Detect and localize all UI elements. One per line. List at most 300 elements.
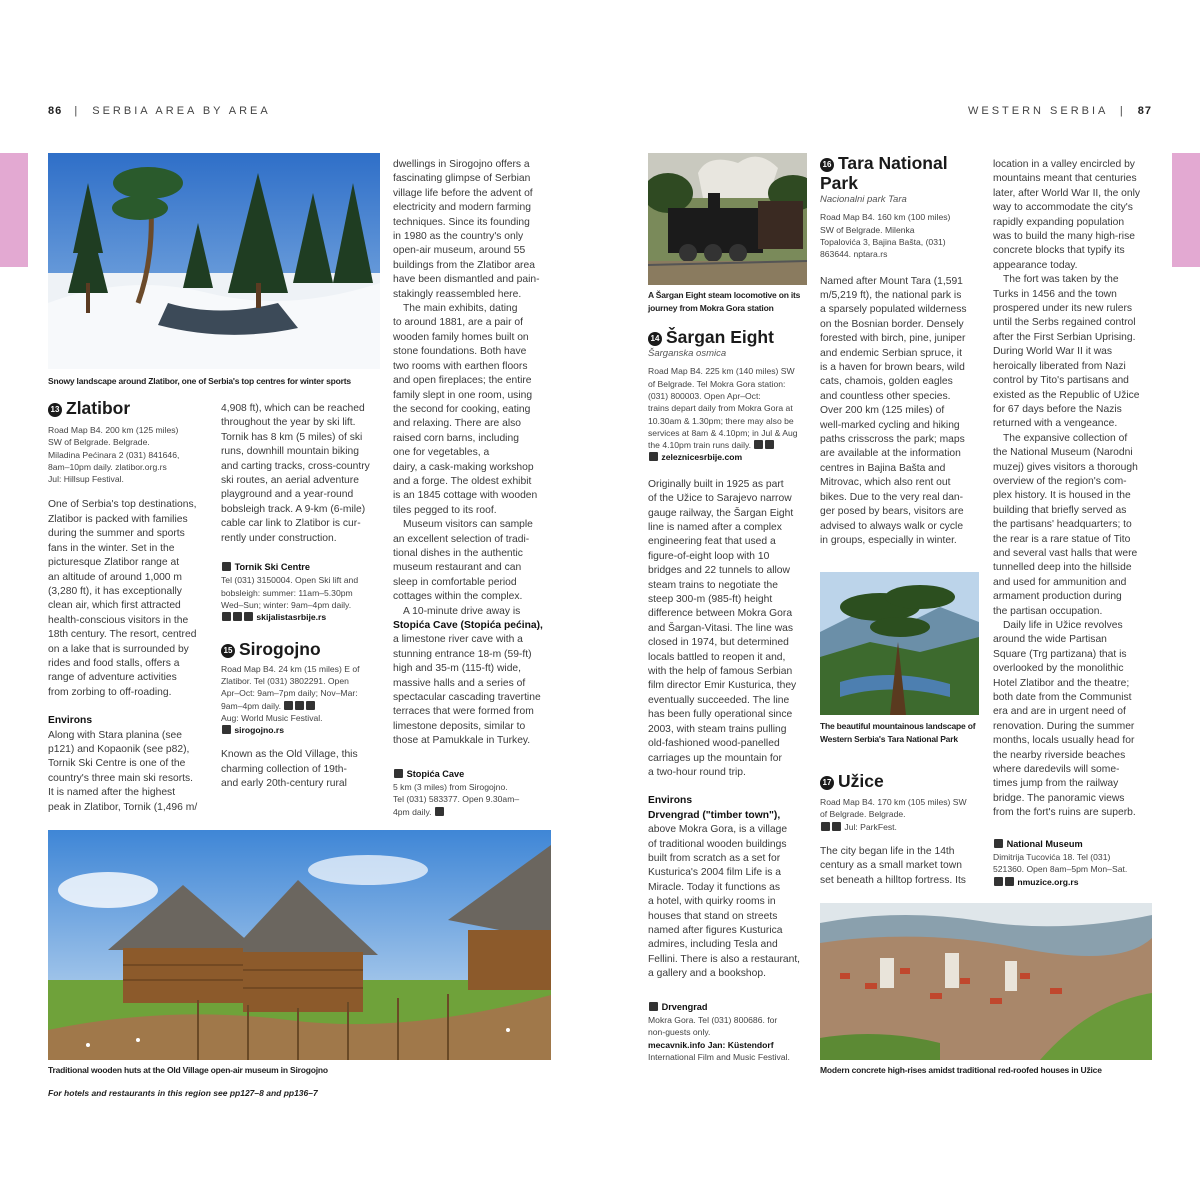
body-line: plex history. It is housed in the	[993, 490, 1131, 502]
national-museum-info	[993, 851, 1155, 888]
body-line: terraces that were formed from	[393, 706, 534, 718]
uzice-body-text	[993, 158, 1155, 821]
body-line: paths crisscross the park; maps	[820, 434, 965, 446]
body-line: figure-of-eight loop with 10	[648, 550, 770, 562]
body-line: to around 1881, are a pair of	[393, 317, 523, 329]
body-line: The fort was taken by the	[1003, 274, 1119, 286]
body-line: village life before the advent of	[393, 187, 533, 199]
info-line: Wed–Sun; winter: 9am–4pm daily.	[221, 600, 352, 611]
info-line	[221, 700, 386, 712]
body-line: During World War II it was	[993, 346, 1113, 358]
info-line: (031) 800003. Open Apr–Oct:	[648, 391, 761, 401]
body-line: was to build the many high-rise	[993, 231, 1135, 243]
entry-number-badge: 14	[648, 332, 662, 346]
body-line: above Mokra Gora, is a village	[648, 824, 788, 836]
uzice-photo-caption: Modern concrete high-rises amidst traditional red-roofed houses in Užice	[820, 1065, 1102, 1075]
body-line: It is named after the highest	[48, 787, 176, 799]
tara-local-name: Nacionalni park Tara	[820, 194, 907, 205]
info-line: 5 km (3 miles) from Sirogojno.	[393, 782, 508, 793]
body-line: 4,908 ft), which can be reached	[221, 403, 365, 414]
body-line: months, locals usually head for	[993, 735, 1135, 747]
body-line: advised to always walk or cycle	[820, 520, 964, 532]
body-line: tional dishes in the authentic	[393, 547, 523, 559]
body-line: range of adventure activities	[48, 672, 177, 684]
body-line: closed in 1974, but determined	[648, 637, 789, 649]
body-line: playground and a year-round	[221, 489, 354, 501]
body-line: sleep in comfortable period	[393, 576, 517, 588]
uzice-column	[820, 771, 985, 888]
body-line: The main exhibits, dating	[403, 303, 518, 315]
zlatibor-title: Zlatibor	[66, 398, 131, 418]
column-four	[993, 158, 1155, 888]
body-line: raised corn barns, including	[393, 432, 519, 444]
body-line: the rear is a rare statue of Tito	[993, 533, 1131, 545]
cave-heading-text: Stopića Cave	[406, 768, 465, 779]
sirogojno-title: Sirogojno	[239, 638, 321, 659]
info-line: Aug: World Music Festival.	[221, 712, 323, 723]
museum-website: nmuzice.org.rs	[1017, 876, 1079, 887]
body-line: old-fashioned wood-panelled	[648, 738, 780, 750]
body-line: Stopića Cave (Stopića pećina),	[393, 620, 543, 631]
body-line: returned with a vengeance.	[993, 418, 1118, 430]
body-line: massive halls and a series of	[393, 677, 526, 689]
body-line: gauge railway, the Šargan Eight	[648, 507, 794, 519]
body-line: stakingly reassembled here.	[393, 288, 522, 300]
body-line: difference between Mokra Gora	[648, 608, 793, 620]
sargan-website: zeleznicesrbije.com	[661, 452, 743, 463]
body-line: and carting tracks, cross-country	[221, 460, 370, 472]
body-line: concrete blocks that typify its	[993, 245, 1125, 257]
web-icon	[222, 725, 231, 734]
body-line: and a forge. The oldest exhibit	[393, 475, 532, 487]
body-line: line is named after a complex	[648, 522, 782, 533]
left-section-tab	[0, 153, 28, 267]
tara-title-line2: Park	[820, 173, 858, 193]
uzice-info-block	[820, 796, 985, 833]
info-line	[221, 724, 386, 736]
body-line: stunning entrance 18-m (59-ft)	[393, 648, 532, 660]
body-line: cats, chamois, golden eagles	[820, 376, 953, 388]
body-line: is a haven for brown bears, wild	[820, 362, 965, 374]
body-line: later, after World War II, the only	[993, 187, 1141, 199]
body-line: family slept in one room, using	[393, 389, 533, 401]
left-page-header: 86 | SERBIA AREA BY AREA	[48, 105, 271, 117]
body-line: rides and food stalls, offers a	[48, 657, 180, 669]
body-line: Museum visitors can sample	[403, 519, 533, 531]
body-line: set beneath a hilltop fortress. Its	[820, 874, 966, 886]
body-line: heroically liberated from Nazi	[993, 360, 1126, 372]
tara-info-block	[820, 211, 985, 260]
body-line: museum restaurant and can	[393, 562, 522, 574]
right-section-tab	[1172, 153, 1200, 267]
body-line: control by Tito's partisans and	[993, 375, 1129, 387]
body-line: spectacular cascading travertine	[393, 692, 541, 704]
tara-title-line1: Tara National	[838, 153, 948, 173]
info-line	[820, 821, 985, 833]
caption-line: The beautiful mountainous landscape of	[820, 721, 976, 731]
body-line: prospered under its new rulers	[993, 303, 1133, 315]
body-line: Known as the Old Village, this	[221, 749, 358, 761]
body-line: ski routes, an aerial adventure	[221, 475, 359, 487]
info-line: SW of Belgrade. Belgrade.	[48, 437, 150, 448]
body-line: and endemic Serbian spruce, it	[820, 347, 962, 359]
body-line: A 10-minute drive away is	[403, 605, 521, 617]
info-line: Apr–Oct: 9am–7pm daily; Nov–Mar:	[221, 688, 358, 699]
body-line: stone foundations. Both have	[393, 346, 527, 358]
zlatibor-photo-caption: Snowy landscape around Zlatibor, one of Serbia's top centres for winter sports	[48, 376, 351, 386]
body-line: picturesque Zlatibor range at	[48, 557, 180, 569]
cafe-icon	[233, 612, 242, 621]
body-line: the nearby riverside beaches	[993, 749, 1126, 761]
body-line: have been dismantled and pain-	[393, 274, 540, 286]
body-line: film director Emir Kusturica, they	[648, 680, 797, 692]
body-line: runs, downhill mountain biking	[221, 446, 359, 458]
body-line: of traditional wooden buildings	[648, 838, 787, 850]
info-line: Tel (031) 3150004. Open Ski lift and	[221, 575, 359, 586]
national-museum-heading	[993, 837, 1155, 851]
body-line: rently under construction.	[221, 532, 337, 544]
body-line: p121) and Kopaonik (see p82),	[48, 743, 190, 755]
body-line: on the Bosnian border. Densely	[820, 318, 964, 330]
info-text: 9am–4pm daily.	[221, 700, 282, 711]
sargan-environs-heading: Environs	[648, 795, 693, 807]
body-line: steam trains to negotiate the	[648, 579, 778, 591]
body-line: techniques. Since its founding	[393, 216, 530, 228]
zlatibor-environs-text	[48, 729, 216, 815]
body-line: two rooms with earthen floors	[393, 360, 528, 372]
body-line: with the help of famous Serbian	[648, 666, 793, 678]
sargan-info-block	[648, 365, 813, 463]
tara-heading	[820, 153, 985, 193]
sirogojno-intro-text	[221, 748, 386, 791]
sargan-body-text	[648, 478, 813, 781]
body-line: century as a small market town	[820, 860, 962, 872]
body-line: one for vegetables, a	[393, 447, 490, 459]
zlatibor-info-block	[48, 424, 216, 485]
sight-icon	[649, 1002, 658, 1011]
sargan-local-name: Šarganska osmica	[648, 348, 727, 359]
body-line: clean air, which first attracted	[48, 600, 181, 612]
body-line: named after figures Kusturica	[648, 924, 783, 936]
body-line: forested with birch, pine, juniper	[820, 333, 966, 345]
tara-photo-caption	[820, 720, 985, 746]
body-line: electricity and modern farming	[393, 202, 531, 214]
body-line: eventually succeeded. The line	[648, 694, 790, 706]
body-line: 2003, with steam trains pulling	[648, 723, 787, 735]
restaurant-icon	[306, 701, 315, 710]
drvengrad-info	[648, 1014, 813, 1063]
info-line: 10.30am & 1.30pm; there may also be	[648, 415, 794, 426]
info-line: Road Map B4. 160 km (100 miles)	[820, 212, 951, 223]
zlatibor-snow-photo	[48, 153, 380, 369]
caption-line: Western Serbia's Tara National Park	[820, 734, 958, 744]
info-line: Dimitrija Tucovića 18. Tel (031)	[993, 852, 1111, 863]
body-line: mountains meant that centuries	[993, 173, 1137, 185]
body-line: and countless other species.	[820, 390, 951, 402]
body-line: Fellini. There is also a restaurant,	[648, 953, 801, 965]
sargan-column	[648, 327, 813, 1063]
body-line: in groups, especially in winter.	[820, 534, 957, 546]
body-line: are available at the information	[820, 448, 961, 460]
wheelchair-icon	[222, 612, 231, 621]
body-line: bridges and 22 tunnels to allow	[648, 565, 790, 577]
info-line: Road Map B4. 24 km (15 miles) E of	[221, 663, 360, 674]
body-line: the National Museum (Narodni	[993, 447, 1133, 459]
entry-number-badge: 13	[48, 403, 62, 417]
body-line: after the First Serbian Uprising.	[993, 331, 1136, 343]
entry-number-badge: 16	[820, 158, 834, 172]
body-line: centres in Bajina Bašta and	[820, 462, 946, 474]
body-line: and Šargan-Vitasi. The line was	[648, 622, 794, 634]
body-line: times jump from the railway	[993, 778, 1119, 790]
zlatibor-column	[48, 398, 216, 815]
body-line: from zorbing to off-roading.	[48, 686, 172, 698]
body-line: overlooked by the monolithic	[993, 663, 1124, 675]
body-line: well-marked cycling and hiking	[820, 419, 960, 431]
body-line: Kusturica's 2004 film Life is a	[648, 867, 782, 879]
sight-icon	[994, 839, 1003, 848]
body-line: where daredevils will some-	[993, 764, 1120, 776]
body-line: way to accommodate the city's	[993, 202, 1133, 214]
body-line: dairy, a cask-making workshop	[393, 461, 534, 473]
tara-body-text	[820, 275, 985, 549]
left-page-section-title: SERBIA AREA BY AREA	[92, 105, 271, 117]
info-text: 4pm daily.	[393, 806, 432, 817]
body-line: both date from the Communist	[993, 692, 1132, 704]
body-line: Named after Mount Tara (1,591	[820, 275, 963, 287]
stopica-cave-heading	[393, 767, 558, 781]
right-page-number: 87	[1137, 105, 1152, 117]
body-line: Zlatibor is packed with families	[48, 513, 188, 525]
train-icon	[832, 822, 841, 831]
entry-number-badge: 17	[820, 776, 834, 790]
body-line: and several vast halls that were	[993, 547, 1138, 559]
right-page-section-title: WESTERN SERBIA	[967, 105, 1108, 117]
sirogojno-huts-photo	[48, 830, 551, 1060]
sargan-heading	[648, 327, 813, 347]
body-line: rapidly expanding population	[993, 216, 1125, 228]
wheelchair-icon	[994, 877, 1003, 886]
body-line: Hotel Zlatibor and the theatre;	[993, 677, 1130, 689]
info-line: Mokra Gora. Tel (031) 800686. for	[648, 1015, 778, 1025]
body-line: open-air museum, around 55	[393, 245, 526, 257]
shop-icon	[295, 701, 304, 710]
body-line: those at Pamukkale in Turkey.	[393, 735, 531, 747]
info-line: non-guests only.	[648, 1027, 711, 1038]
body-line: Square (Trg partizana) that is	[993, 648, 1127, 660]
body-line: and relaxing. There are also	[393, 418, 522, 430]
body-line: tunnelled deep into the hillside	[993, 562, 1132, 574]
info-line: Topalovića 3, Bajina Bašta, (031)	[820, 237, 946, 247]
body-line: charming collection of 19th-	[221, 763, 347, 775]
tornik-heading-text: Tornik Ski Centre	[234, 562, 310, 573]
body-line: and early 20th-century rural	[221, 778, 347, 790]
body-line: health-conscious visitors in the	[48, 614, 189, 626]
info-line	[648, 451, 813, 463]
body-line: is an 1845 cottage with wooden	[393, 490, 538, 502]
body-line: and open fireplaces; the entire	[393, 375, 532, 387]
body-line: wooden family homes built on	[393, 331, 529, 343]
body-line: Originally built in 1925 as part	[648, 478, 784, 490]
body-line: an excellent selection of tradi-	[393, 533, 530, 545]
left-page-number: 86	[48, 105, 63, 117]
body-line: existed as the Republic of Užice	[993, 389, 1140, 401]
body-line: a two-hour round trip.	[648, 766, 746, 778]
body-line: a hotel, with quirky rooms in	[648, 896, 776, 908]
entry-number-badge: 15	[221, 644, 235, 658]
info-line: bobsleigh: summer: 11am–5.30pm	[221, 587, 353, 598]
body-line: Mitrovac, which also rent out	[820, 477, 951, 489]
column-three	[393, 158, 558, 818]
body-line: until the Serbs regained control	[993, 317, 1136, 329]
web-icon	[244, 612, 253, 621]
body-line: the second for cooking, eating	[393, 403, 531, 415]
info-line: Jul: Hillsup Festival.	[48, 474, 124, 485]
info-text: 863644. nptara.rs	[820, 249, 888, 260]
info-line: International Film and Music Festival.	[648, 1051, 790, 1062]
body-line: overview of the region's com-	[993, 475, 1127, 487]
body-line: fascinating glimpse of Serbian	[393, 173, 531, 185]
right-page-header: WESTERN SERBIA | 87	[967, 105, 1152, 117]
body-line: armament production during	[993, 591, 1122, 603]
wheelchair-icon	[284, 701, 293, 710]
body-line: during the summer and sports	[48, 528, 185, 540]
body-line: the partisan occupation.	[993, 605, 1103, 617]
body-line: houses that stand on streets	[648, 910, 778, 922]
info-line: 521360. Open 8am–5pm Mon–Sat.	[993, 864, 1128, 875]
body-line: has been fully operational since	[648, 709, 793, 721]
stopica-cave-info	[393, 781, 558, 818]
sirogojno-photo-caption: Traditional wooden huts at the Old Village open-air museum in Sirogojno	[48, 1065, 328, 1075]
body-line: The expansive collection of	[1003, 432, 1128, 444]
body-line: bridge. The panoramic views	[993, 792, 1125, 804]
web-icon	[1005, 877, 1014, 886]
body-line: tiles pegged to its roof.	[393, 504, 497, 516]
body-line: bikes. Due to the very real dan-	[820, 491, 964, 503]
body-line: m/5,219 ft), the national park is	[820, 290, 962, 301]
drvengrad-heading-text: Drvengrad	[661, 1001, 708, 1012]
cafe-icon	[765, 440, 774, 449]
body-line: Miracle. Today it functions as	[648, 881, 781, 893]
sargan-environs-text	[648, 809, 813, 982]
body-line: Turks in 1456 and the town	[993, 288, 1117, 300]
body-line: era and are in urgent need of	[993, 706, 1126, 718]
tornik-ski-centre-heading	[221, 560, 386, 574]
body-line: of the Užice to Sarajevo narrow	[648, 493, 792, 505]
sight-icon	[222, 562, 231, 571]
sirogojno-heading	[221, 639, 386, 659]
info-line: Tel (031) 583377. Open 9.30am–	[393, 794, 520, 805]
body-line: the partisans' headquarters; to	[993, 519, 1132, 531]
tara-landscape-photo	[820, 572, 979, 715]
info-line	[648, 439, 813, 451]
body-line: an altitude of around 1,000 m	[48, 571, 182, 583]
body-line: and used for ammunition and	[993, 576, 1127, 588]
body-line: engineering feat that used a	[648, 536, 776, 548]
info-line: trains depart daily from Mokra Gora at	[648, 403, 793, 414]
body-line: muzej) gives visitors a thorough	[993, 461, 1138, 473]
info-line: 8am–10pm daily. zlatibor.org.rs	[48, 461, 167, 472]
sirogojno-website: sirogojno.rs	[234, 725, 285, 736]
shop-icon	[754, 440, 763, 449]
zlatibor-heading	[48, 398, 216, 418]
body-line: Tornik Ski Centre is one of the	[48, 758, 186, 770]
body-line: renovation. During the summer	[993, 720, 1135, 732]
body-line: Over 200 km (125 miles) of	[820, 405, 945, 417]
body-line: building that briefly served as	[993, 504, 1127, 516]
body-line: fans in the winter. Set in the	[48, 542, 175, 554]
body-line: buildings from the Zlatibor area	[393, 259, 535, 271]
info-text: Jul: ParkFest.	[844, 821, 897, 832]
museum-heading-text: National Museum	[1006, 838, 1083, 849]
uzice-title: Užice	[838, 771, 884, 791]
zlatibor-continued-text	[221, 402, 386, 546]
body-line: admires, including Tesla and	[648, 939, 778, 951]
tara-column	[820, 153, 985, 548]
uzice-city-photo	[820, 903, 1152, 1060]
sight-icon	[394, 769, 403, 778]
info-text: the 4.10pm train runs daily.	[648, 440, 752, 451]
body-line: bobsleigh track. A 9-km (6-mile)	[221, 503, 366, 515]
body-line: a sparsely populated wilderness	[820, 304, 967, 316]
body-line: around the wide Partisan	[993, 634, 1107, 646]
body-line: locals battled to reopen it and,	[648, 651, 786, 663]
body-line: throughout the year by ski lift.	[221, 417, 356, 429]
body-line: The city began life in the 14th	[820, 845, 955, 857]
body-line: cable car link to Zlatibor is cur-	[221, 518, 361, 530]
info-line: Miladina Pećinara 2 (031) 841646,	[48, 449, 180, 460]
info-line: of Belgrade. Belgrade.	[820, 809, 906, 820]
info-line	[820, 248, 985, 260]
info-line: Road Map B4. 170 km (105 miles) SW	[820, 797, 967, 807]
drvengrad-heading	[648, 1000, 813, 1014]
body-line: dwellings in Sirogojno offers a	[393, 159, 530, 170]
info-line	[393, 806, 558, 818]
body-line: Drvengrad ("timber town"),	[648, 809, 781, 821]
sirogojno-body-text	[393, 158, 558, 749]
info-line: of Belgrade. Tel Mokra Gora station:	[648, 378, 786, 389]
info-line: Road Map B4. 225 km (140 miles) SW	[648, 366, 795, 377]
sargan-photo-caption: A Šargan Eight steam locomotive on its journey from Mokra Gora station	[648, 290, 801, 313]
body-line: for 67 days before the Nazis	[993, 403, 1122, 415]
web-icon	[649, 452, 658, 461]
body-line: 18th century. The resort, centred	[48, 629, 197, 641]
body-line: a gallery and a bookshop.	[648, 968, 766, 980]
info-line	[648, 1039, 813, 1051]
body-line: (3,280 ft), it has exceptionally	[48, 585, 182, 597]
tornik-website: skijalistasrbije.rs	[256, 612, 327, 623]
sargan-title: Šargan Eight	[666, 327, 774, 347]
uzice-heading	[820, 771, 985, 791]
body-line: Along with Stara planina (see	[48, 729, 182, 741]
body-line: Tornik has 8 km (5 miles) of ski	[221, 431, 363, 443]
body-line: high and 35-m (115-ft) wide,	[393, 663, 522, 675]
column-two	[221, 402, 386, 792]
body-line: carriages up the mountain for	[648, 752, 782, 764]
tornik-info	[221, 574, 386, 623]
body-line: in 1980 as the country's only	[393, 231, 524, 243]
body-line: peak in Zlatibor, Tornik (1,496 m/	[48, 801, 198, 813]
info-line: services at 8am & 4.10pm; in Jul & Aug	[648, 427, 798, 438]
body-line: from the fort's ruins are superb.	[993, 807, 1136, 819]
info-line	[221, 611, 386, 623]
body-line: Daily life in Užice revolves	[1003, 620, 1123, 631]
footer-cross-reference: For hotels and restaurants in this region see pp127–8 and pp136–7	[48, 1088, 318, 1098]
uzice-intro-text	[820, 845, 985, 888]
body-line: One of Serbia's top destinations,	[48, 499, 197, 511]
body-line: appearance today.	[993, 259, 1078, 271]
shop-icon	[435, 807, 444, 816]
